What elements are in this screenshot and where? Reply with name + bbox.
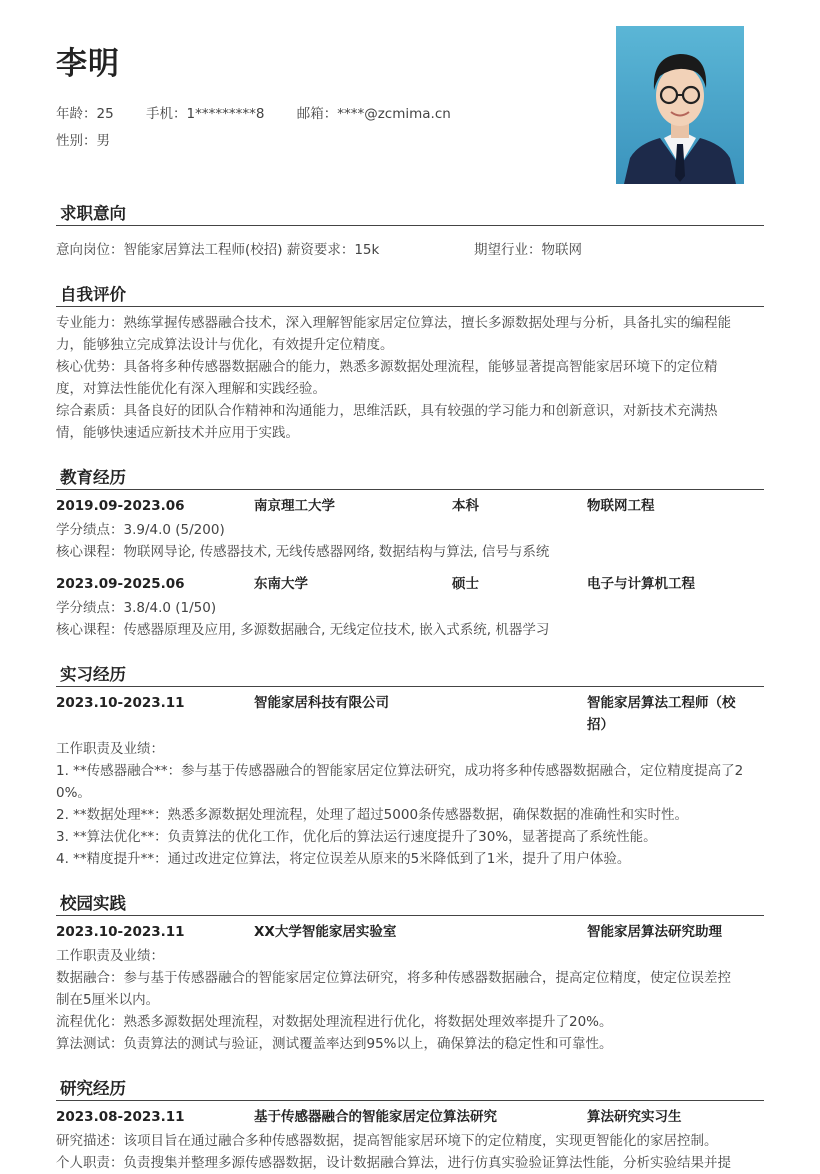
education-period: 2019.09-2023.06	[56, 498, 185, 514]
research-role: 算法研究实习生	[587, 1109, 682, 1125]
self-eval-line: 情，能够快速适应新技术并应用于实践。	[56, 425, 299, 441]
candidate-name: 李明	[56, 46, 120, 82]
campus-org: XX大学智能家居实验室	[254, 924, 397, 940]
internship-period: 2023.10-2023.11	[56, 695, 185, 711]
internship-line: 4. **精度提升**：通过改进定位算法，将定位误差从原来的5米降低到了1米，提升了用户体验。	[56, 851, 631, 867]
age-field	[56, 106, 114, 122]
email-field	[297, 106, 451, 122]
research-line: 个人职责：负责搜集并整理多源传感器数据，设计数据融合算法，进行仿真实验验证算法性能，分析实验结果并提	[56, 1155, 731, 1171]
education-major: 电子与计算机工程	[587, 576, 695, 592]
section-divider	[56, 1100, 764, 1101]
intent-position	[56, 238, 379, 258]
internship-role-line: 智能家居算法工程师（校	[587, 695, 736, 711]
gender-row	[56, 129, 110, 149]
profile-photo	[616, 26, 744, 184]
research-project: 基于传感器融合的智能家居定位算法研究	[254, 1109, 497, 1125]
section-divider	[56, 489, 764, 490]
internship-line: 2. **数据处理**：熟悉多源数据处理流程，处理了超过5000条传感器数据，确保数据的准确性和实时性。	[56, 807, 689, 823]
portrait-icon	[616, 26, 744, 184]
intent-industry	[474, 238, 582, 258]
email-value: ****@zcmima.cn	[337, 106, 451, 122]
research-title: 研究经历	[60, 1079, 126, 1098]
campus-line: 工作职责及业绩：	[56, 948, 164, 964]
age-label: 年龄：	[56, 106, 97, 122]
gender-value: 男	[96, 133, 110, 149]
self-eval-line: 专业能力：熟练掌握传感器融合技术，深入理解智能家居定位算法，擅长多源数据处理与分析，具备扎实的编程能	[56, 315, 731, 331]
phone-value: 1*********8	[186, 106, 265, 122]
internship-title: 实习经历	[60, 665, 126, 684]
campus-line: 算法测试：负责算法的测试与验证，测试覆盖率达到95%以上，确保算法的稳定性和可靠性。	[56, 1036, 613, 1052]
age-value: 25	[96, 106, 114, 122]
contact-row	[56, 102, 479, 122]
industry-value: 物联网	[541, 242, 582, 258]
intent-title: 求职意向	[60, 204, 126, 223]
internship-line: 1. **传感器融合**：参与基于传感器融合的智能家居定位算法研究，成功将多种传感器数据融合，定位精度提高了2	[56, 763, 744, 779]
phone-label: 手机：	[145, 106, 187, 122]
education-school: 东南大学	[254, 576, 308, 592]
campus-role: 智能家居算法研究助理	[587, 924, 722, 940]
education-degree: 本科	[452, 498, 479, 514]
self-eval-title: 自我评价	[60, 285, 126, 304]
internship-role-line: 招）	[587, 717, 614, 733]
section-divider	[56, 686, 764, 687]
position-value: 智能家居算法工程师(校招)	[123, 242, 283, 258]
salary-label: 薪资要求：	[286, 242, 355, 258]
campus-title: 校园实践	[60, 894, 126, 913]
self-eval-line: 综合素质：具备良好的团队合作精神和沟通能力，思维活跃，具有较强的学习能力和创新意识，对新技术充满热	[56, 403, 718, 419]
research-period: 2023.08-2023.11	[56, 1109, 185, 1125]
section-divider	[56, 225, 764, 226]
education-title: 教育经历	[60, 468, 126, 487]
education-degree: 硕士	[452, 576, 479, 592]
campus-line: 流程优化：熟悉多源数据处理流程，对数据处理流程进行优化，将数据处理效率提升了20%。	[56, 1014, 613, 1030]
gender-label: 性别：	[56, 133, 97, 149]
education-major: 物联网工程	[587, 498, 655, 514]
education-period: 2023.09-2025.06	[56, 576, 185, 592]
campus-line: 制在5厘米以内。	[56, 992, 160, 1008]
internship-line: 0%。	[56, 785, 91, 801]
self-eval-line: 力，能够独立完成算法设计与优化，有效提升定位精度。	[56, 337, 394, 353]
position-label: 意向岗位：	[56, 242, 124, 258]
internship-company: 智能家居科技有限公司	[254, 695, 389, 711]
education-gpa: 学分绩点：3.8/4.0 (1/50)	[56, 600, 217, 616]
self-eval-line: 核心优势：具备将多种传感器数据融合的能力，熟悉多源数据处理流程，能够显著提高智能家居环境下的定位精	[56, 359, 718, 375]
section-divider	[56, 306, 764, 307]
research-line: 研究描述：该项目旨在通过融合多种传感器数据，提高智能家居环境下的定位精度，实现更智能化的家居控制。	[56, 1133, 718, 1149]
industry-label: 期望行业：	[474, 242, 542, 258]
internship-line: 工作职责及业绩：	[56, 741, 164, 757]
internship-line: 3. **算法优化**：负责算法的优化工作，优化后的算法运行速度提升了30%，显著提高了系统性能。	[56, 829, 657, 845]
self-eval-line: 度，对算法性能优化有深入理解和实践经验。	[56, 381, 326, 397]
campus-period: 2023.10-2023.11	[56, 924, 185, 940]
phone-field	[146, 106, 264, 122]
education-school: 南京理工大学	[254, 498, 335, 514]
education-courses: 核心课程：传感器原理及应用, 多源数据融合, 无线定位技术, 嵌入式系统, 机器学习	[56, 622, 550, 638]
internship-role	[587, 692, 747, 736]
education-courses: 核心课程：物联网导论, 传感器技术, 无线传感器网络, 数据结构与算法, 信号与系统	[56, 544, 550, 560]
salary-value: 15k	[354, 242, 380, 258]
email-label: 邮箱：	[296, 106, 338, 122]
campus-line: 数据融合：参与基于传感器融合的智能家居定位算法研究，将多种传感器数据融合，提高定位精度，使定位误差控	[56, 970, 731, 986]
education-gpa: 学分绩点：3.9/4.0 (5/200)	[56, 522, 225, 538]
section-divider	[56, 915, 764, 916]
